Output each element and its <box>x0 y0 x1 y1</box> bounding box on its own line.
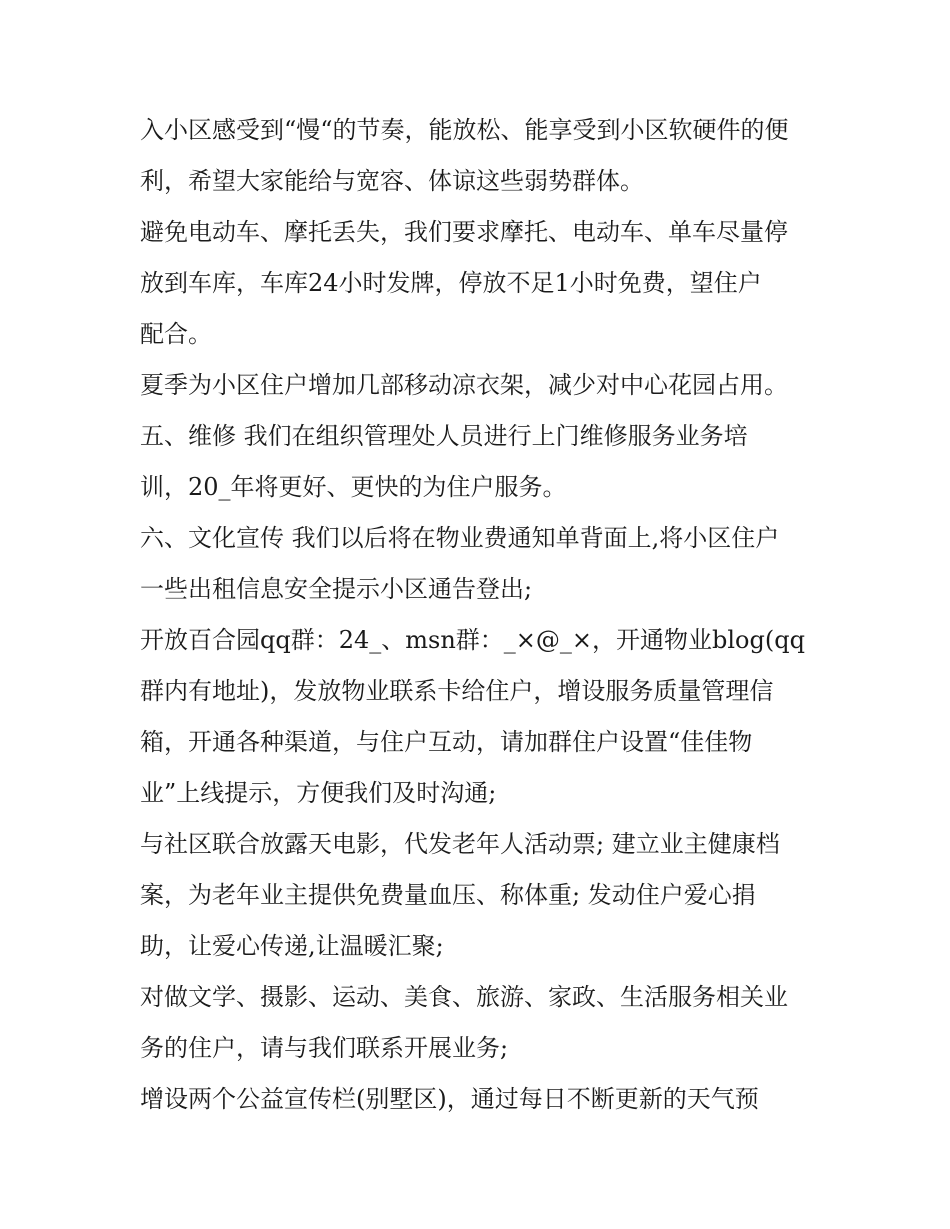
text-line: 箱，开通各种渠道，与住户互动，请加群住户设置“佳佳物 <box>140 728 753 756</box>
text-line: 开放百合园qq群：24_、msn群：_×@_×，开通物业blog(qq <box>140 626 805 654</box>
text-line: 六、文化宣传 我们以后将在物业费通知单背面上,将小区住户 <box>140 524 780 552</box>
document-body <box>140 105 820 1125</box>
text-line: 避免电动车、摩托丢失，我们要求摩托、电动车、单车尽量停 <box>140 218 788 246</box>
text-line: 务的住户，请与我们联系开展业务; <box>140 1034 509 1062</box>
text-line: 放到车库，车库24小时发牌，停放不足1小时免费，望住户 <box>140 269 762 297</box>
text-line: 案，为老年业主提供免费量血压、称体重; 发动住户爱心捐 <box>140 881 756 909</box>
text-line: 夏季为小区住户增加几部移动凉衣架，减少对中心花园占用。 <box>140 371 788 399</box>
text-line: 群内有地址)，发放物业联系卡给住户，增设服务质量管理信 <box>140 677 774 705</box>
text-line: 对做文学、摄影、运动、美食、旅游、家政、生活服务相关业 <box>140 983 788 1011</box>
text-line: 业”上线提示，方便我们及时沟通; <box>140 779 497 807</box>
text-line: 与社区联合放露天电影，代发老年人活动票; 建立业主健康档 <box>140 830 780 858</box>
text-line: 助，让爱心传递,让温暖汇聚; <box>140 932 444 960</box>
text-line: 配合。 <box>140 320 212 348</box>
text-line: 训，20_年将更好、更快的为住户服务。 <box>140 473 567 501</box>
text-line: 一些出租信息安全提示小区通告登出; <box>140 575 533 603</box>
text-line: 增设两个公益宣传栏(别墅区)，通过每日不断更新的天气预 <box>140 1085 759 1113</box>
text-line: 入小区感受到“慢“的节奏，能放松、能享受到小区软硬件的便 <box>140 116 789 144</box>
text-line: 利，希望大家能给与宽容、体谅这些弱势群体。 <box>140 167 644 195</box>
text-line: 五、维修 我们在组织管理处人员进行上门维修服务业务培 <box>140 422 748 450</box>
